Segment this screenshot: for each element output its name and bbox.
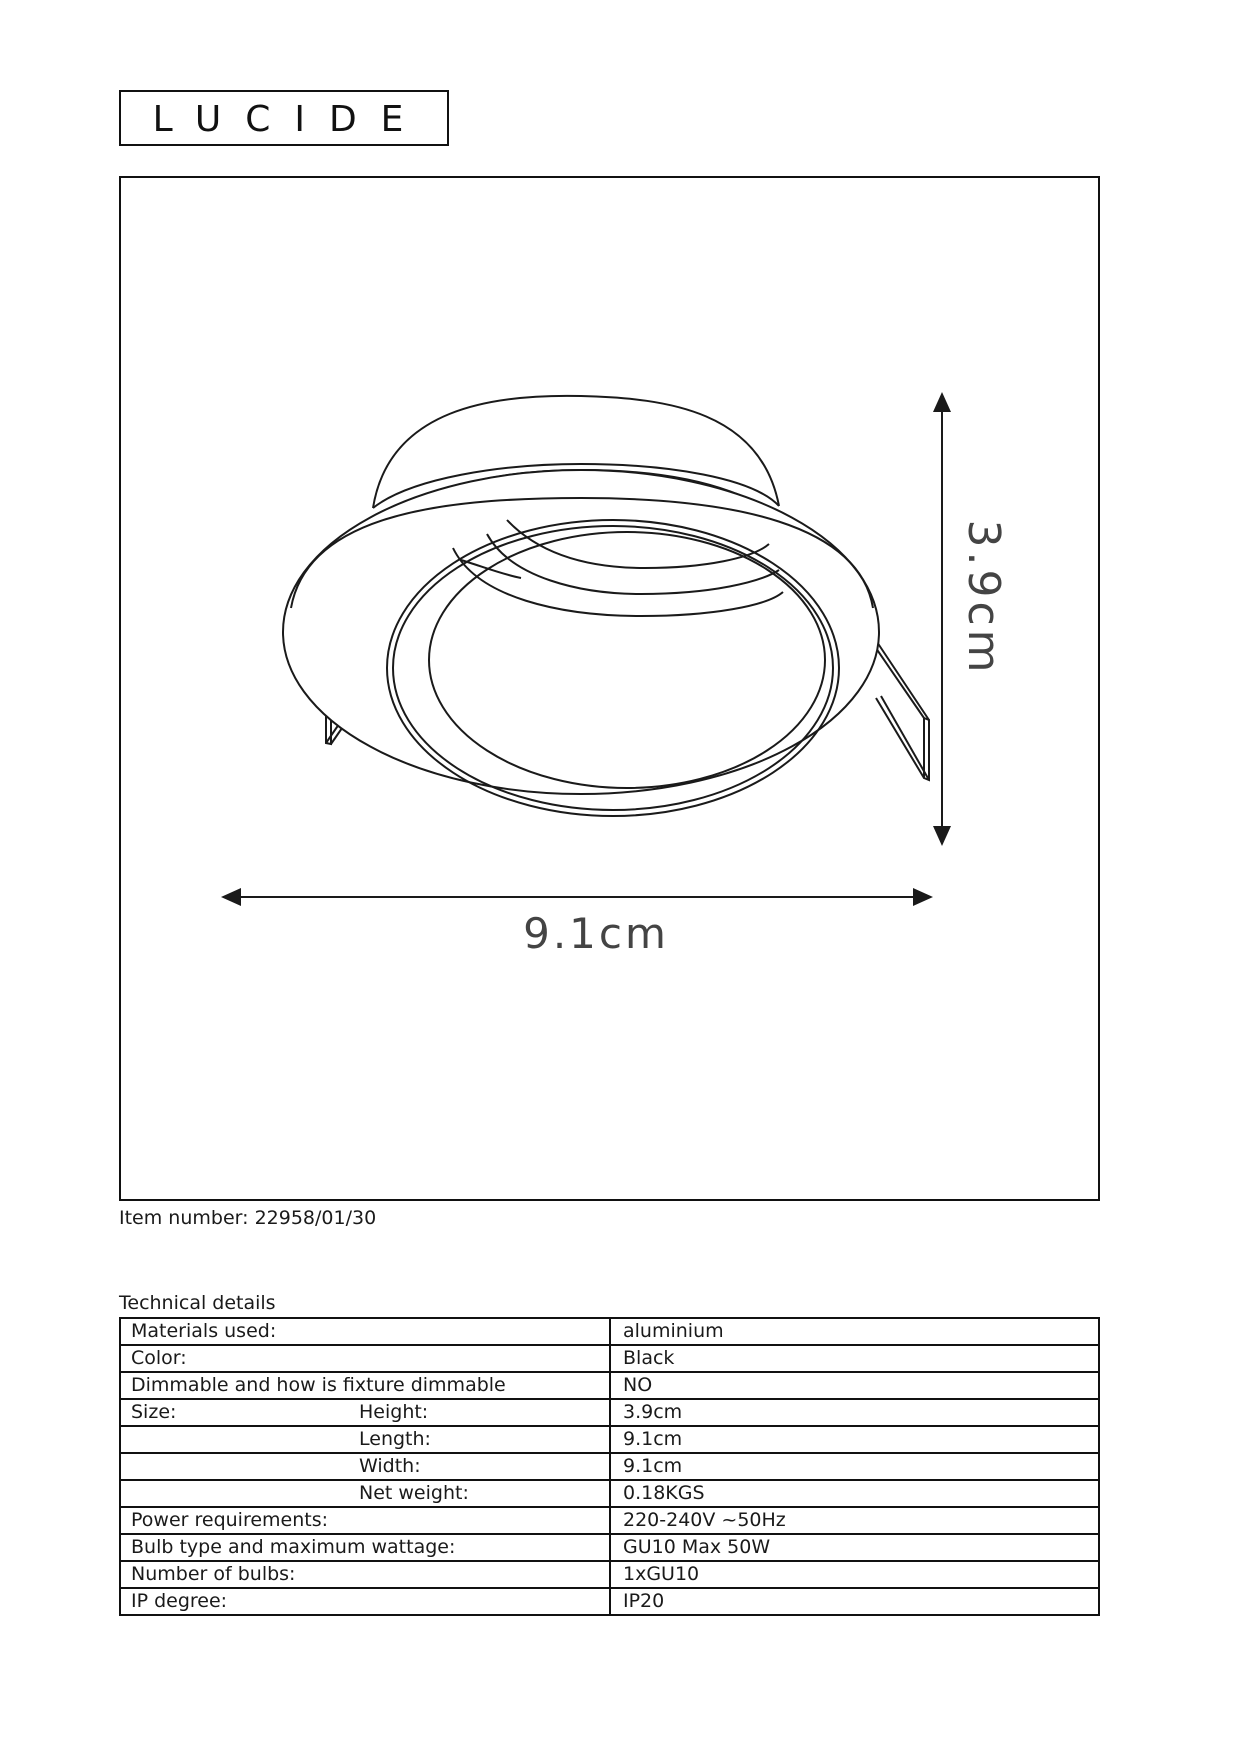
spec-label: IP degree: [131, 1590, 228, 1612]
spec-value: 1xGU10 [610, 1561, 1099, 1588]
spec-value: Black [610, 1345, 1099, 1372]
spec-label-cell [120, 1507, 610, 1534]
spec-label-cell [120, 1345, 610, 1372]
outer-trim-ring [283, 470, 879, 794]
spec-label-cell [120, 1480, 610, 1507]
spec-label-cell [120, 1561, 610, 1588]
technical-details-title: Technical details [119, 1292, 276, 1314]
spec-label-cell [120, 1426, 610, 1453]
spec-sublabel: Height: [359, 1401, 429, 1423]
technical-details-table [119, 1317, 1100, 1616]
spec-label: Dimmable and how is fixture dimmable [131, 1374, 506, 1396]
height-dimension [933, 392, 951, 846]
item-number-value: 22958/01/30 [254, 1207, 377, 1229]
table-row [120, 1372, 1099, 1399]
spec-value: 0.18KGS [610, 1480, 1099, 1507]
spec-value: NO [610, 1372, 1099, 1399]
spec-value: 220-240V ~50Hz [610, 1507, 1099, 1534]
table-row [120, 1345, 1099, 1372]
technical-drawing [119, 176, 1100, 1201]
spec-label: Color: [131, 1347, 187, 1369]
spec-label-cell [120, 1453, 610, 1480]
height-label: 3.9cm [958, 519, 1009, 677]
spec-sublabel: Net weight: [359, 1482, 469, 1504]
table-row [120, 1480, 1099, 1507]
spec-sublabel: Width: [359, 1455, 421, 1477]
spec-value: 9.1cm [610, 1426, 1099, 1453]
spec-value: GU10 Max 50W [610, 1534, 1099, 1561]
spec-sublabel: Length: [359, 1428, 431, 1450]
spec-value: aluminium [610, 1318, 1099, 1345]
right-spring-clip [869, 636, 929, 780]
table-row [120, 1399, 1099, 1426]
table-row [120, 1561, 1099, 1588]
spec-label-cell [120, 1588, 610, 1615]
spec-value: 9.1cm [610, 1453, 1099, 1480]
spec-label: Bulb type and maximum wattage: [131, 1536, 456, 1558]
spec-label: Size: [131, 1401, 177, 1423]
item-number-label: Item number: [119, 1207, 249, 1229]
logo-text: LUCIDE [152, 99, 428, 140]
spec-label: Materials used: [131, 1320, 277, 1342]
table-row [120, 1426, 1099, 1453]
spec-value: 3.9cm [610, 1399, 1099, 1426]
spec-value: IP20 [610, 1588, 1099, 1615]
spec-label: Power requirements: [131, 1509, 329, 1531]
table-row [120, 1318, 1099, 1345]
spec-label: Number of bulbs: [131, 1563, 296, 1585]
width-label: 9.1cm [523, 909, 669, 958]
brand-logo [119, 90, 449, 146]
spec-label-cell [120, 1372, 610, 1399]
table-row [120, 1507, 1099, 1534]
table-row [120, 1453, 1099, 1480]
spec-label-cell [120, 1318, 610, 1345]
spec-label-cell [120, 1534, 610, 1561]
table-row [120, 1588, 1099, 1615]
table-row [120, 1534, 1099, 1561]
spec-label-cell [120, 1399, 610, 1426]
width-dimension [221, 888, 933, 906]
item-number-line [119, 1205, 376, 1231]
drawing-svg [121, 178, 1102, 1203]
